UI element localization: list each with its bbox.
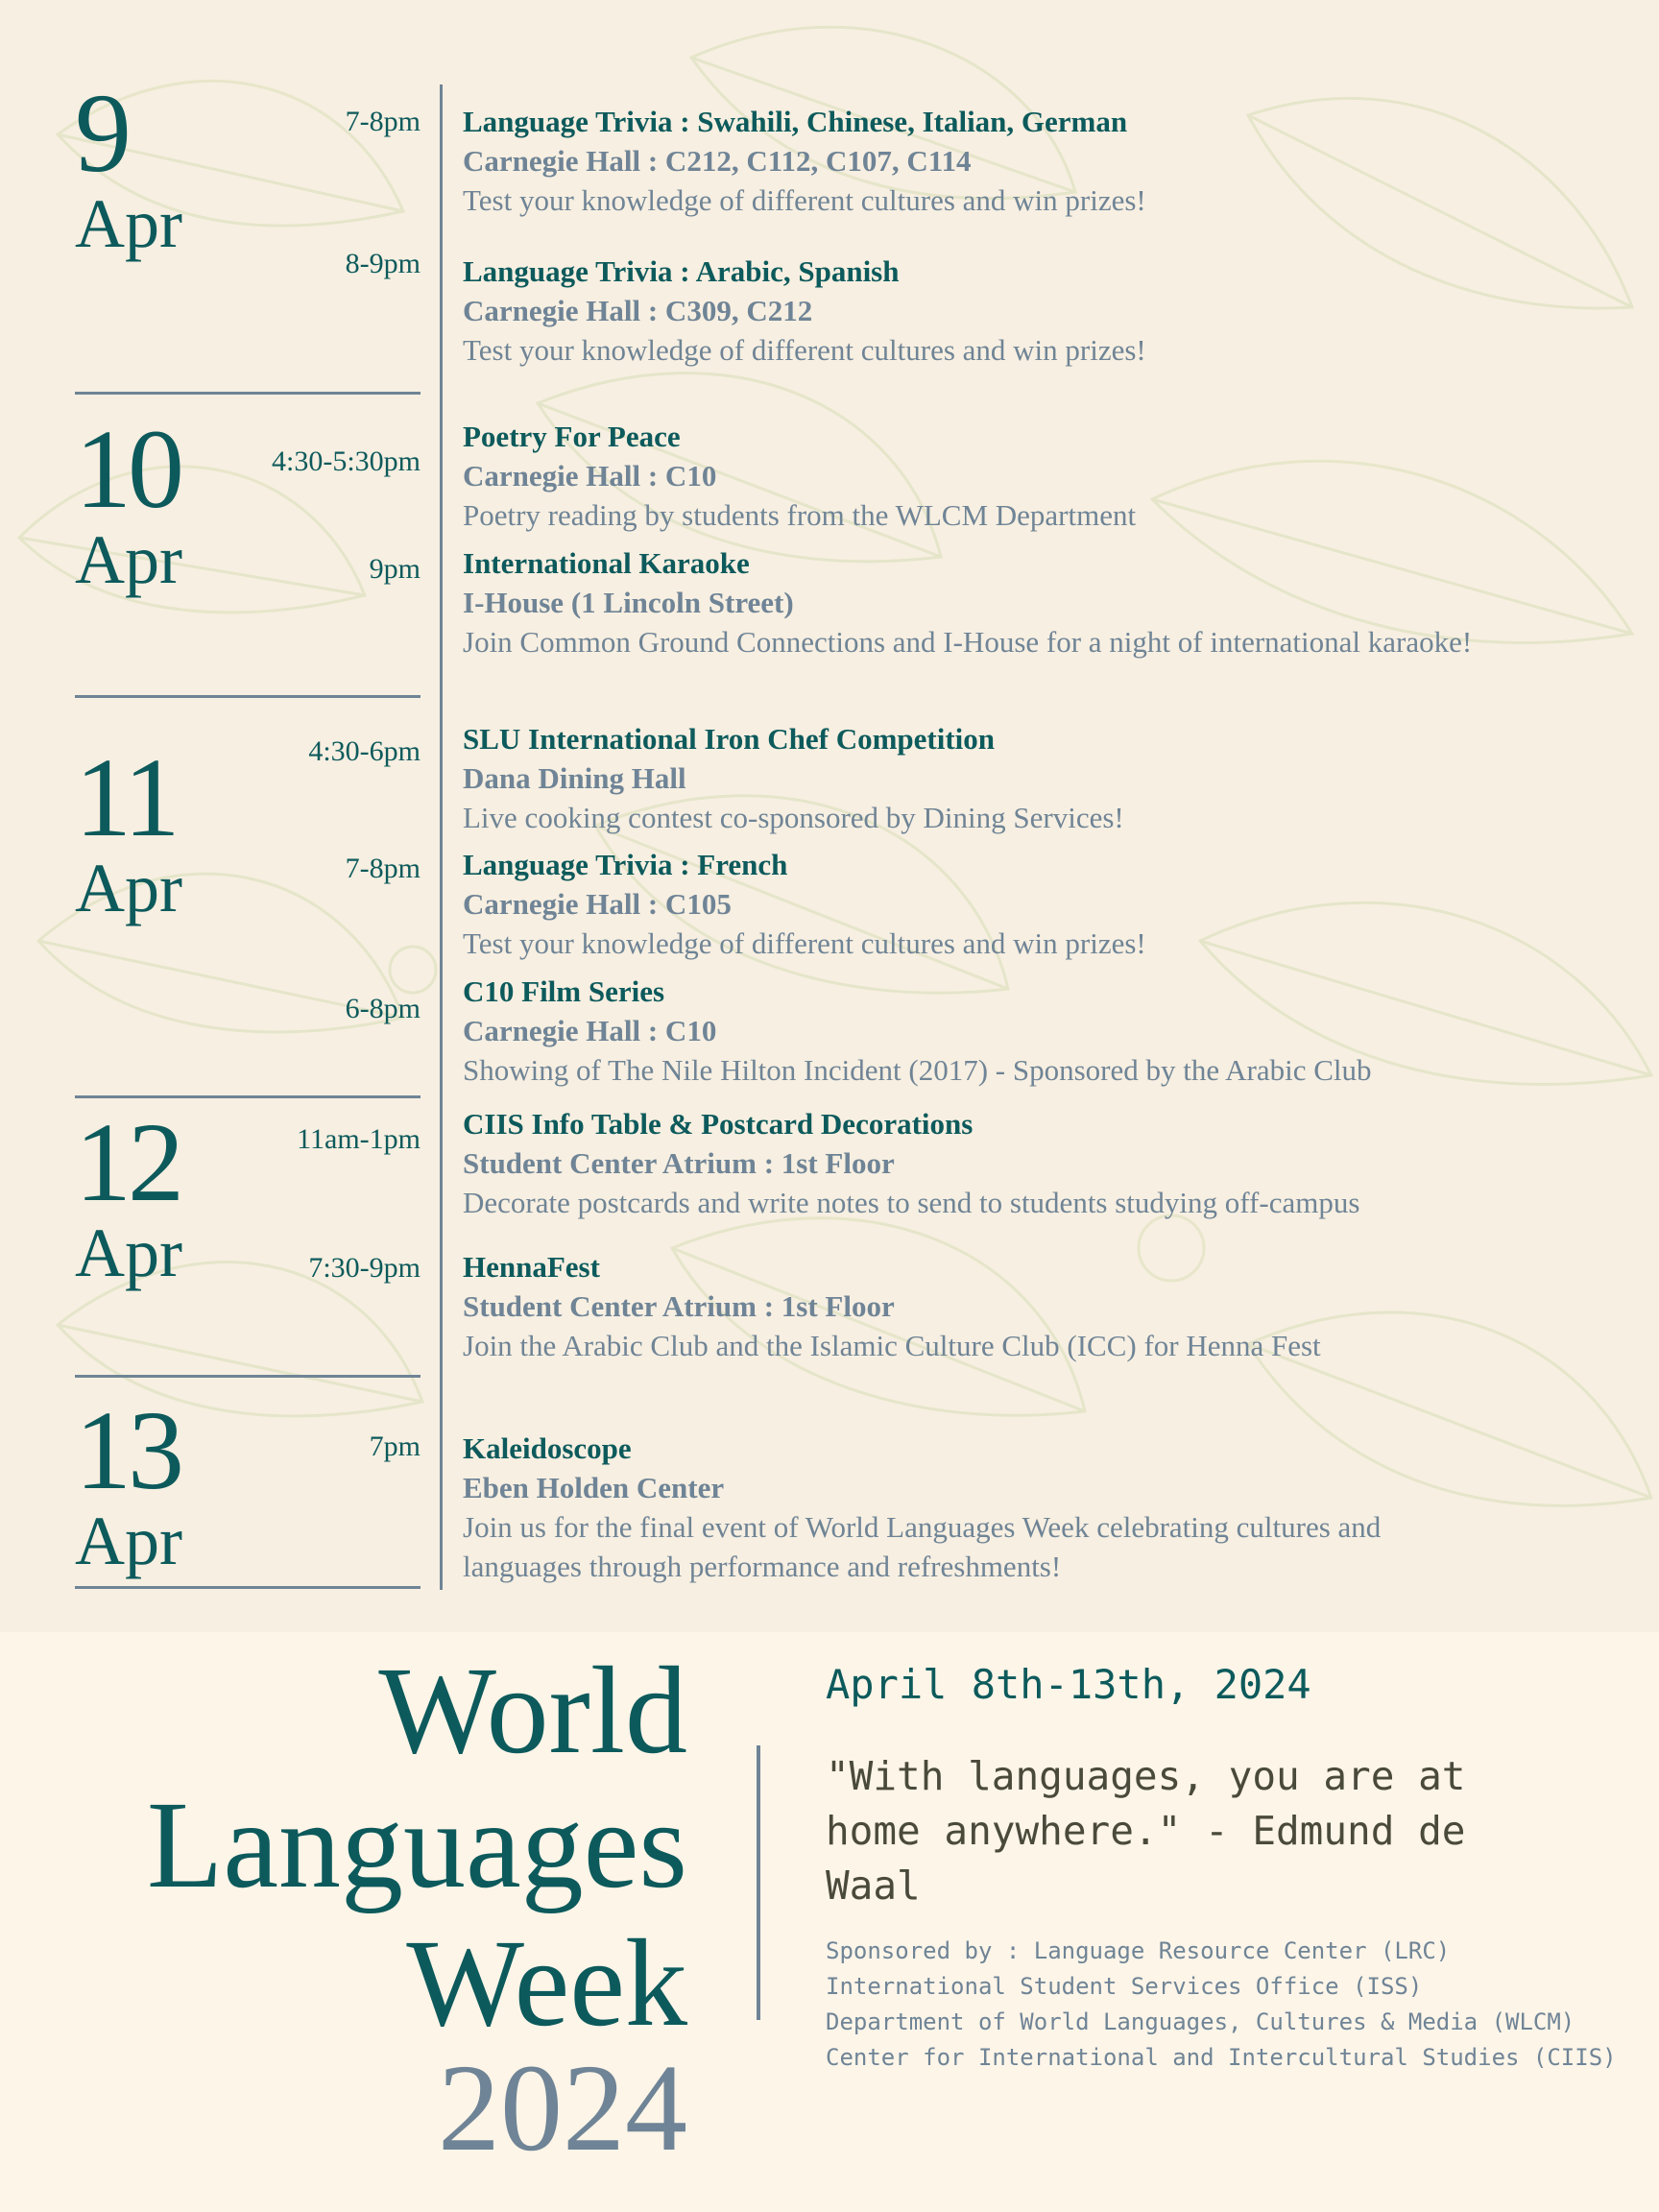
day-month: Apr	[75, 1214, 182, 1291]
event-location: Student Center Atrium : 1st Floor	[463, 1289, 895, 1323]
event-location: Carnegie Hall : C10	[463, 1014, 717, 1047]
event-description: Test your knowledge of different cultures and win prizes!	[463, 333, 1146, 367]
event-location: Student Center Atrium : 1st Floor	[463, 1146, 895, 1180]
event-entry	[463, 719, 1586, 837]
event-time: 11am-1pm	[297, 1123, 421, 1155]
event-time: 4:30-5:30pm	[272, 445, 421, 477]
event-title: HennaFest	[463, 1250, 600, 1284]
event-title: International Karaoke	[463, 546, 750, 580]
event-description: Join us for the final event of World Languages Week celebrating cultures and languages through performance and refreshments!	[463, 1510, 1382, 1583]
day-separator	[75, 1375, 421, 1378]
event-description: Join Common Ground Connections and I-House for a night of international karaoke!	[463, 625, 1473, 659]
day-label	[75, 406, 182, 598]
title-year: 2024	[438, 2039, 687, 2177]
event-title: C10 Film Series	[463, 974, 665, 1008]
event-description: Decorate postcards and write notes to send to students studying off-campus	[463, 1186, 1360, 1219]
event-location: Carnegie Hall : C212, C112, C107, C114	[463, 144, 972, 178]
day-label	[75, 1387, 182, 1579]
footer-divider	[757, 1745, 760, 2020]
event-title: Kaleidoscope	[463, 1431, 632, 1465]
event-description: Join the Arabic Club and the Islamic Culture Club (ICC) for Henna Fest	[463, 1329, 1321, 1362]
quote: "With languages, you are at home anywhere." - Edmund de Waal	[826, 1753, 1466, 1909]
event-location: Dana Dining Hall	[463, 761, 686, 795]
event-time: 7:30-9pm	[308, 1252, 421, 1284]
day-separator	[75, 695, 421, 698]
event-description: Live cooking contest co-sponsored by Dining Services!	[463, 801, 1124, 834]
event-title: Poetry For Peace	[463, 420, 681, 453]
event-time: 7pm	[369, 1431, 421, 1462]
title-week: Week	[406, 1914, 687, 2053]
event-title: Language Trivia : French	[463, 848, 788, 881]
event-description: Poetry reading by students from the WLCM Department	[463, 498, 1137, 532]
sponsor-line: Sponsored by : Language Resource Center (LRC)	[826, 1937, 1451, 1964]
day-separator	[75, 1095, 421, 1098]
day-month: Apr	[75, 185, 182, 262]
event-description: Showing of The Nile Hilton Incident (2017) - Sponsored by the Arabic Club	[463, 1053, 1372, 1087]
event-entry	[463, 102, 1586, 220]
day-separator	[75, 1586, 421, 1589]
event-time: 4:30-6pm	[308, 735, 421, 767]
event-dates: April 8th-13th, 2024	[826, 1661, 1311, 1708]
event-title: SLU International Iron Chef Competition	[463, 722, 996, 756]
event-location: Eben Holden Center	[463, 1471, 725, 1504]
event-time: 7-8pm	[345, 853, 421, 884]
event-location: Carnegie Hall : C10	[463, 459, 717, 493]
day-label	[75, 70, 182, 262]
day-month: Apr	[75, 1503, 182, 1579]
event-entry	[463, 972, 1586, 1090]
event-entry	[463, 543, 1586, 661]
day-label	[75, 1099, 182, 1291]
day-label	[75, 734, 182, 926]
day-month: Apr	[75, 850, 182, 926]
title-languages: Languages	[146, 1776, 687, 1914]
day-separator	[75, 392, 421, 395]
day-month: Apr	[75, 521, 182, 598]
event-time: 6-8pm	[345, 993, 421, 1024]
sponsor-line: Center for International and Intercultural Studies (CIIS)	[826, 2044, 1617, 2071]
event-location: Carnegie Hall : C309, C212	[463, 294, 813, 327]
event-entry	[463, 1104, 1586, 1222]
event-description: Test your knowledge of different cultures and win prizes!	[463, 926, 1146, 960]
event-title: Language Trivia : Arabic, Spanish	[463, 254, 900, 288]
day-number: 10	[75, 406, 180, 532]
event-time: 8-9pm	[345, 248, 421, 279]
sponsor-line: International Student Services Office (ISS)	[826, 1973, 1423, 2000]
event-time: 9pm	[369, 553, 421, 585]
event-entry	[463, 417, 1586, 535]
event-location: Carnegie Hall : C105	[463, 887, 732, 921]
day-number: 11	[75, 734, 177, 860]
event-description: Test your knowledge of different cultures and win prizes!	[463, 183, 1146, 217]
timeline-divider	[440, 84, 443, 1590]
event-entry	[463, 845, 1586, 963]
sponsor-line: Department of World Languages, Cultures & Media (WLCM)	[826, 2008, 1575, 2035]
event-entry	[463, 1247, 1586, 1365]
title-world: World	[378, 1642, 687, 1780]
event-title: Language Trivia : Swahili, Chinese, Italian, German	[463, 105, 1128, 138]
event-location: I-House (1 Lincoln Street)	[463, 586, 794, 619]
event-time: 7-8pm	[345, 106, 421, 137]
day-number: 9	[75, 70, 128, 196]
footer-band	[0, 1632, 1659, 2212]
sponsors	[826, 1934, 1632, 2076]
event-title: CIIS Info Table & Postcard Decorations	[463, 1107, 974, 1141]
event-entry	[463, 252, 1586, 370]
day-number: 13	[75, 1387, 180, 1513]
day-number: 12	[75, 1099, 180, 1225]
event-entry	[463, 1429, 1423, 1586]
